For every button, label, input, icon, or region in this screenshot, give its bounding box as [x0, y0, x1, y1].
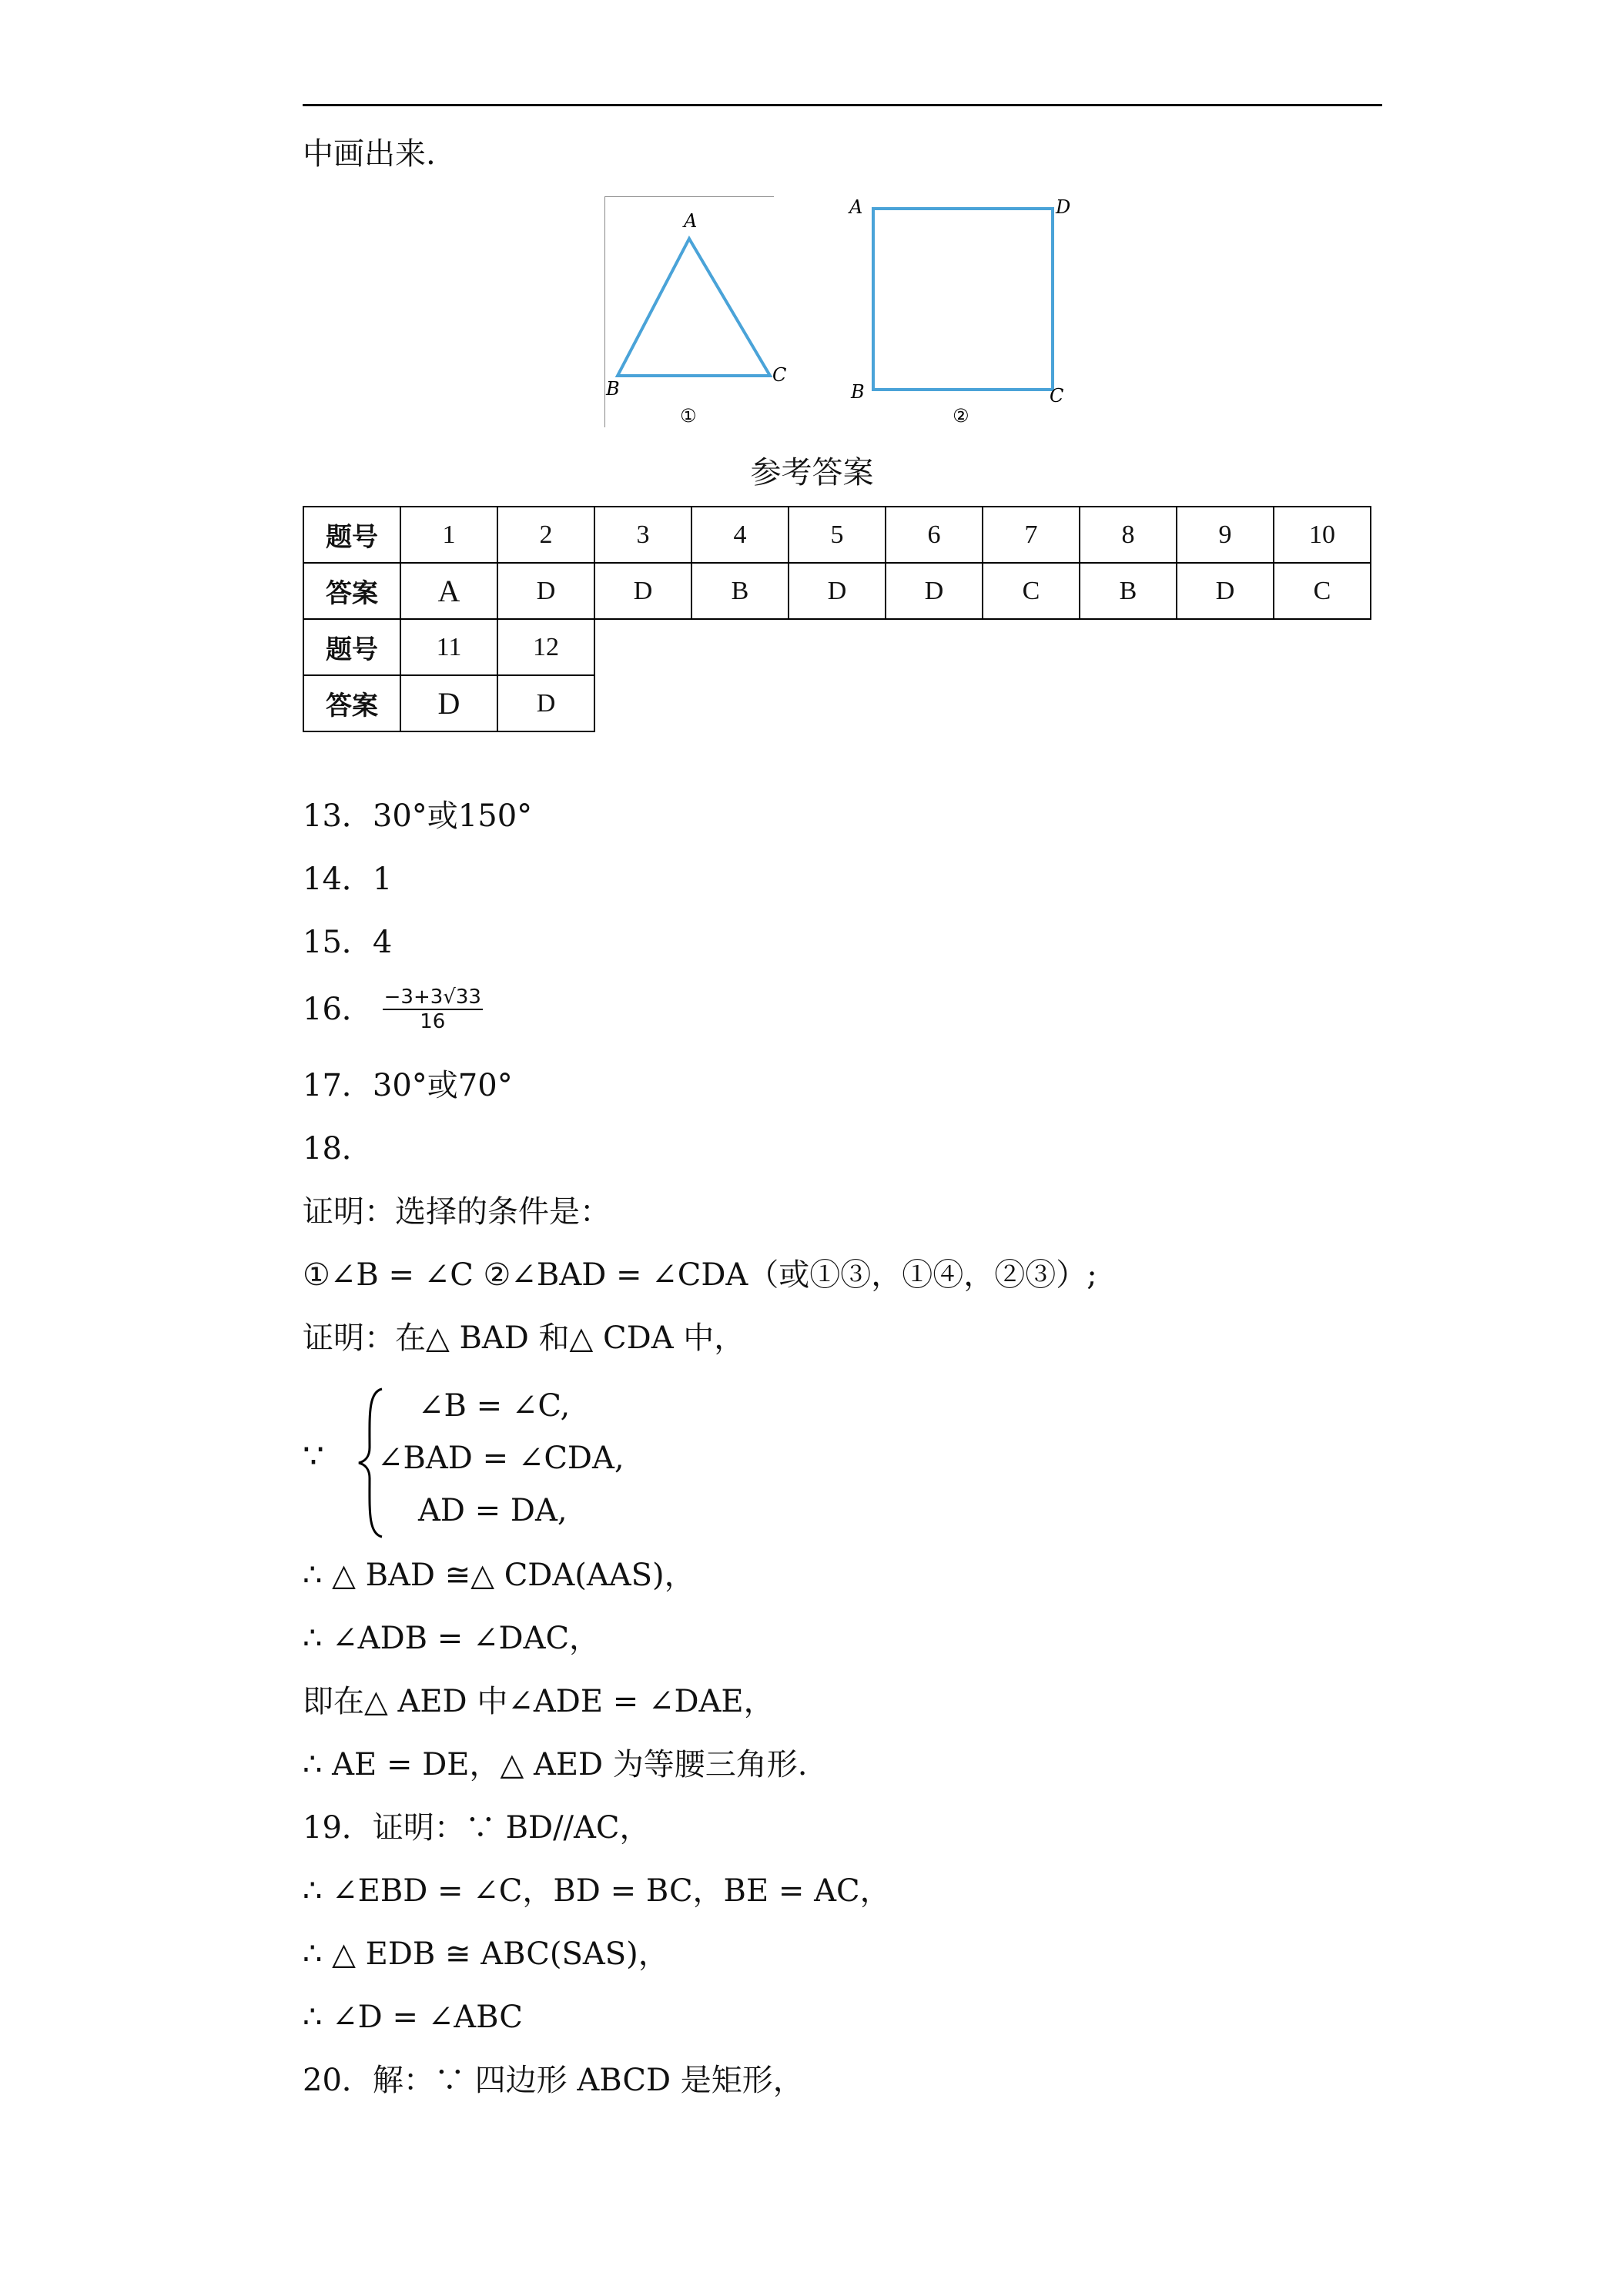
square-caption: ② [953, 405, 969, 427]
header-rule [303, 104, 1382, 106]
answer-16-fraction [383, 987, 483, 1032]
answer-16 [303, 987, 483, 1032]
shapes-figure [604, 196, 1097, 427]
proof19-step1: ∴ ∠EBD = ∠C，BD = BC，BE = AC， [303, 1873, 891, 1909]
answer-15: 15．4 [303, 925, 393, 960]
table-row [303, 675, 1371, 731]
answer-14: 14．1 [303, 862, 393, 897]
table-row [303, 507, 1371, 563]
table-cell: D [1177, 563, 1274, 619]
answer-20: 20．解：∵ 四边形 ABCD 是矩形， [303, 2063, 804, 2098]
table-row [303, 563, 1371, 619]
table-cell: 3 [594, 507, 691, 563]
proof-isosceles: ∴ AE = DE，△ AED 为等腰三角形. [303, 1747, 808, 1782]
proof19-step3: ∴ ∠D = ∠ABC [303, 2000, 523, 2035]
proof-angles-equal: ∴ ∠ADB = ∠DAC， [303, 1621, 601, 1656]
table-cell: D [400, 675, 497, 731]
table-cell: D [886, 563, 983, 619]
table-cell: 11 [400, 619, 497, 675]
proof-in-triangles: 证明：在△ BAD 和△ CDA 中， [303, 1320, 745, 1356]
table-cell: 5 [789, 507, 886, 563]
table-row [303, 619, 1371, 675]
triangle-label-b: B [606, 378, 620, 400]
triangle-label-c: C [772, 364, 787, 386]
system-eq-3: AD = DA, [418, 1493, 568, 1528]
table-cell: 10 [1274, 507, 1371, 563]
table-cell: A [400, 563, 497, 619]
row-label: 题号 [303, 507, 400, 563]
fraction-denominator: 16 [420, 1010, 446, 1033]
table-cell: 2 [497, 507, 594, 563]
square-label-b: B [851, 381, 865, 403]
continuation-text: 中画出来. [303, 136, 436, 172]
empty-cell [594, 675, 1371, 731]
triangle-shape [618, 239, 770, 376]
table-cell: 12 [497, 619, 594, 675]
table-cell: D [497, 563, 594, 619]
table-cell: C [1274, 563, 1371, 619]
proof-conditions: ①∠B = ∠C ②∠BAD = ∠CDA（或①③，①④，②③）; [303, 1257, 1097, 1293]
square-label-d: D [1056, 196, 1071, 218]
triangle-caption: ① [680, 405, 697, 427]
answer-18: 18． [303, 1131, 373, 1166]
answers-title: 参考答案 [750, 455, 874, 490]
because-symbol: ∵ [303, 1437, 324, 1476]
row-label: 答案 [303, 563, 400, 619]
empty-cell [594, 619, 1371, 675]
table-cell: B [691, 563, 789, 619]
table-cell: 4 [691, 507, 789, 563]
table-cell: 7 [983, 507, 1080, 563]
row-label: 答案 [303, 675, 400, 731]
proof-congruent: ∴ △ BAD ≅△ CDA(AAS)， [303, 1558, 695, 1593]
proof19-step2: ∴ △ EDB ≅ ABC(SAS)， [303, 1936, 669, 1972]
table-cell: 9 [1177, 507, 1274, 563]
table-cell: 1 [400, 507, 497, 563]
table-cell: 6 [886, 507, 983, 563]
answer-17: 17．30°或70° [303, 1068, 513, 1103]
table-cell: D [594, 563, 691, 619]
table-cell: D [789, 563, 886, 619]
answer-13: 13．30°或150° [303, 798, 533, 834]
table-cell: D [497, 675, 594, 731]
square-label-a: A [849, 196, 863, 218]
table-cell: C [983, 563, 1080, 619]
answer-19: 19．证明：∵ BD//AC， [303, 1810, 651, 1846]
table-cell: B [1080, 563, 1177, 619]
square-shape [873, 209, 1053, 390]
proof-in-aed: 即在△ AED 中∠ADE = ∠DAE， [303, 1684, 775, 1719]
table-cell: 8 [1080, 507, 1177, 563]
system-eq-2: ∠BAD = ∠CDA, [377, 1441, 624, 1476]
row-label: 题号 [303, 619, 400, 675]
square-label-c: C [1050, 385, 1064, 407]
answer-16-prefix: 16． [303, 992, 373, 1027]
answer-table [303, 506, 1371, 732]
fraction-numerator: −3+3√33 [383, 986, 481, 1009]
proof-conditions-intro: 证明：选择的条件是： [303, 1194, 611, 1230]
system-eq-1: ∠B = ∠C, [418, 1388, 571, 1424]
triangle-label-a: A [684, 210, 698, 232]
